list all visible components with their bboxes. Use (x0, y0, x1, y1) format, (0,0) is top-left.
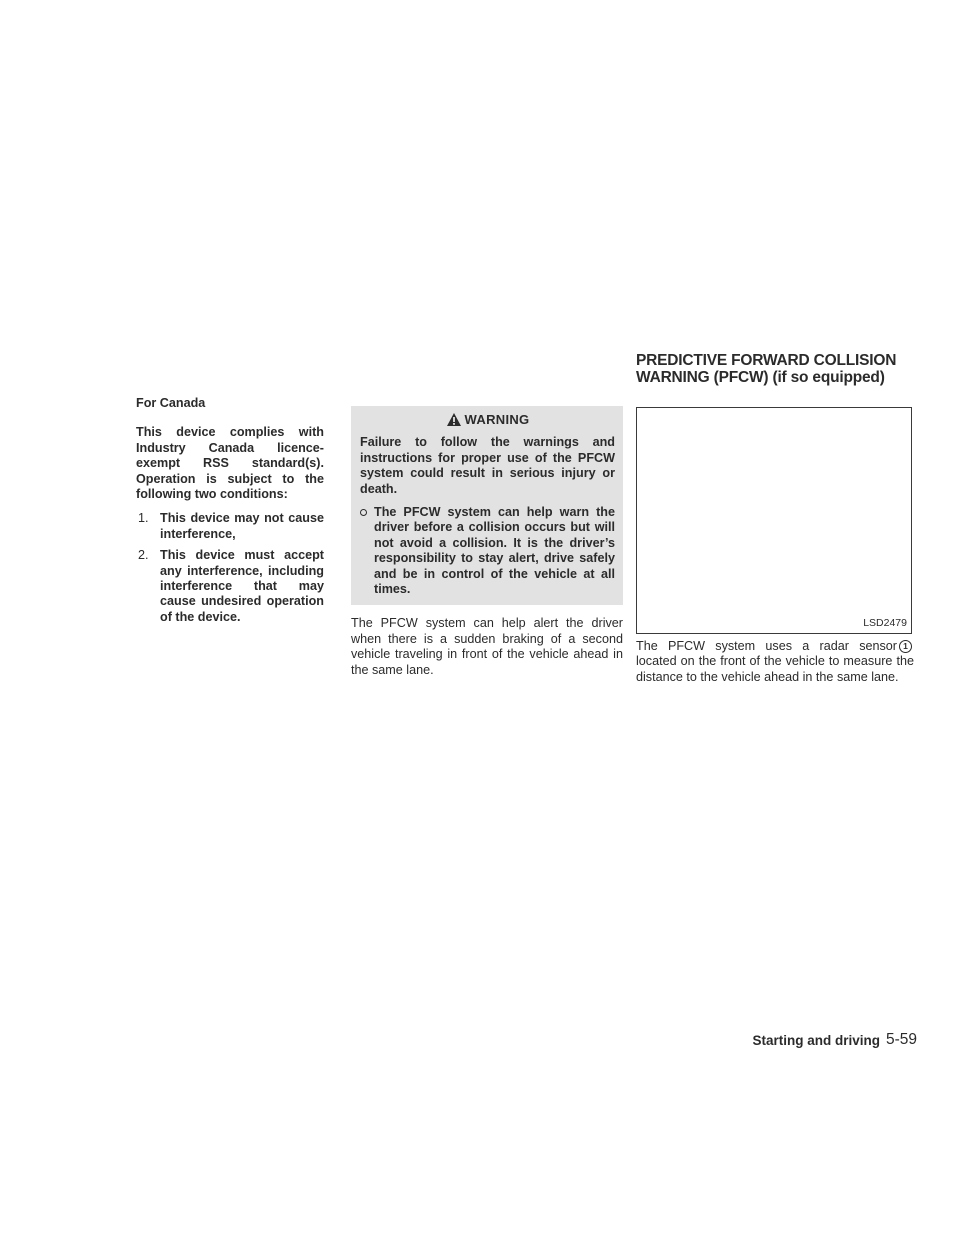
warning-intro: Failure to follow the warnings and instructions for proper use of the PFCW system could result in serious injury or death. (360, 435, 615, 496)
warning-bullets (360, 505, 615, 597)
conditions-list (136, 511, 324, 625)
list-item (136, 511, 324, 542)
list-item (360, 505, 615, 597)
page-number: 5-59 (886, 1031, 918, 1048)
list-item (136, 548, 324, 625)
caption-after: located on the front of the vehicle to measure the distance to the vehicle ahead in the same lane. (636, 654, 914, 684)
caption-before: The PFCW system uses a radar sensor (636, 639, 897, 653)
column-canada (136, 396, 324, 631)
section-heading-line2: WARNING (PFCW) (if so equipped) (636, 369, 885, 386)
figure-code: LSD2479 (863, 616, 907, 629)
warning-title-text: WARNING (464, 412, 530, 427)
warning-box (351, 406, 623, 605)
bullet-text: The PFCW system can help warn the driver before a collision occurs but will not avoid a collision. It is the driver’s responsibility to stay alert, drive safely and be in control of the vehicle at all times. (374, 505, 615, 597)
figure-frame (636, 407, 912, 634)
list-text: This device may not cause interference, (160, 511, 324, 541)
column-figure (636, 396, 914, 698)
figure-caption (636, 639, 914, 685)
warning-triangle-icon (446, 412, 462, 427)
column-warning (351, 396, 623, 691)
footer-section-name: Starting and driving (752, 1033, 880, 1048)
canada-subheading: For Canada (136, 396, 206, 410)
list-text: This device must accept any interference, including interference that may cause undesired operation of the device. (160, 548, 324, 624)
callout-1-icon: 1 (899, 640, 912, 653)
list-number: 2. (138, 548, 149, 563)
bullet-icon (360, 509, 367, 516)
list-number: 1. (138, 511, 149, 526)
warning-title (360, 412, 615, 427)
pfcw-body-text: The PFCW system can help alert the driver when there is a sudden braking of a second vehicle traveling in front of the vehicle ahead in the same lane. (351, 616, 623, 677)
section-heading-line1: PREDICTIVE FORWARD COLLISION (636, 352, 897, 369)
canada-paragraph: This device complies with Industry Canada licence-exempt RSS standard(s). Operation is subject to the following two conditions: (136, 425, 324, 502)
section-heading (636, 352, 946, 386)
